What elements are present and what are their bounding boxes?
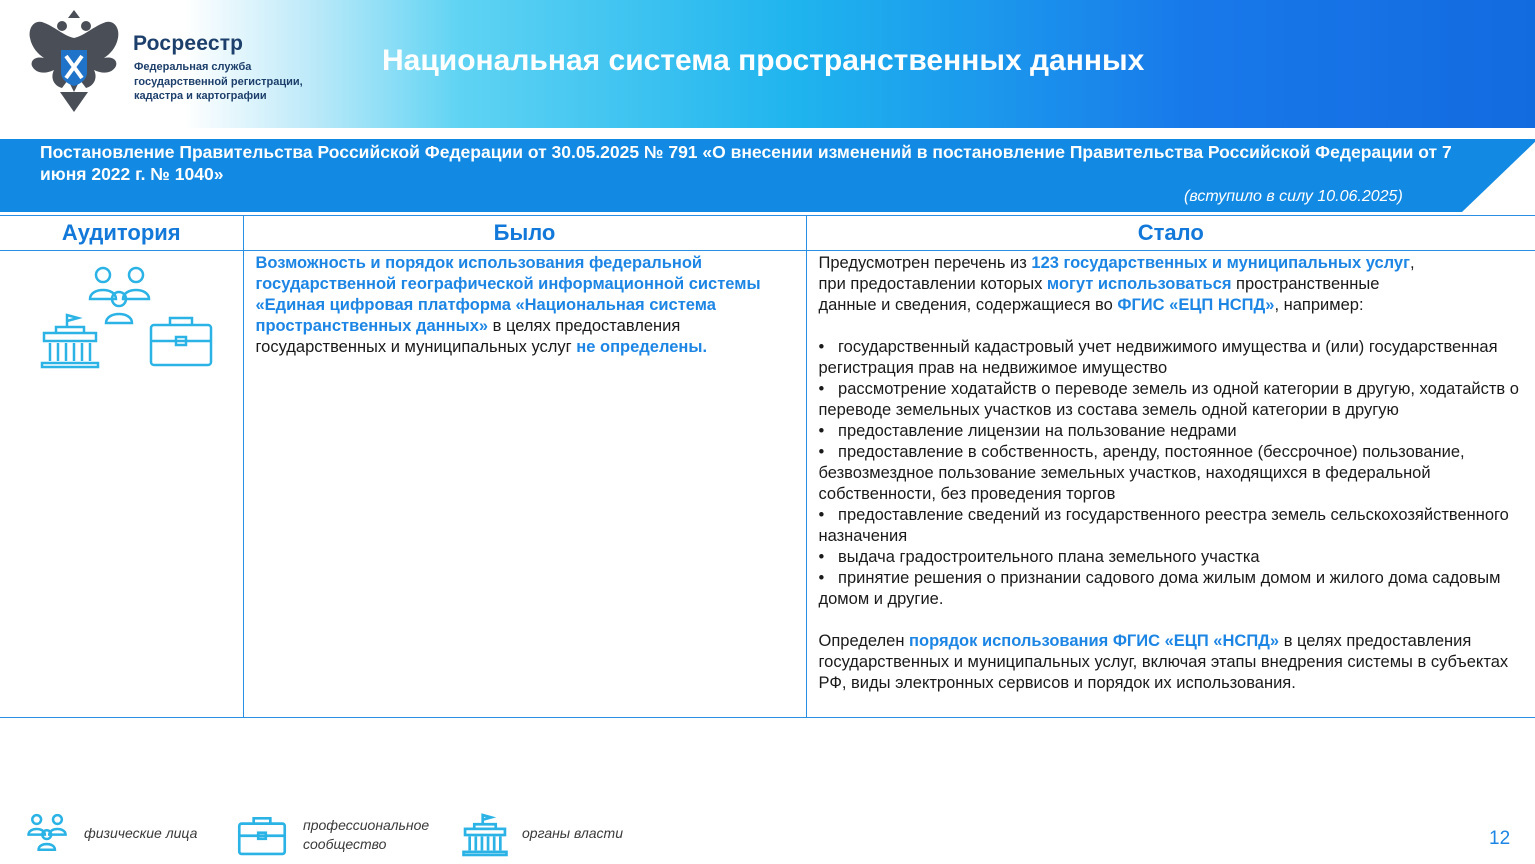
now-highlight-can-use: могут использоваться [1046, 275, 1232, 293]
brand-name: Росреестр [133, 32, 244, 55]
bullet-text: предоставление в собственность, аренду, постоянное (бессрочное) пользование, безвозмездное пользование земельных участков, находящихся в федеральной собственности, без проведения торгов [818, 443, 1465, 503]
now-text: в целях предоставления государственных и муниципальных услуг, включая этапы внедрения системы в субъектах РФ, виды электронных сервисов и порядок их использования. [818, 632, 1509, 692]
spacer [819, 316, 1528, 337]
bullet-text: государственный кадастровый учет недвижимого имущества и (или) государственная регистрация прав на недвижимое имущество [818, 338, 1498, 377]
bullet-text: принятие решения о признании садового дома жилым домом и жилого дома садовым домом и другие. [818, 569, 1501, 608]
now-cell [806, 251, 1535, 718]
now-text: , [1409, 254, 1415, 272]
legend-label-authorities: органы власти [522, 825, 623, 841]
page-title: Национальная система пространственных данных [382, 44, 1145, 77]
now-paragraph [819, 274, 1528, 295]
brand-subtitle [134, 60, 324, 104]
legend-individuals [26, 812, 226, 858]
audience-icons [0, 251, 243, 371]
was-cell [243, 251, 806, 718]
now-text: Предусмотрен перечень из [818, 254, 1032, 272]
bullet-text: выдача градостроительного плана земельного участка [838, 548, 1260, 566]
bullet-item: • государственный кадастровый учет недвижимого имущества и (или) государственная регистрация прав на недвижимое имущество [818, 338, 1498, 377]
bullet-item: • принятие решения о признании садового дома жилым домом и жилого дома садовым домом и другие. [818, 569, 1501, 608]
now-paragraph [819, 631, 1528, 694]
brand-subtitle-line: Федеральная служба [134, 61, 252, 73]
decree-title: Постановление Правительства Российской Федерации от 30.05.2025 № 791 «О внесении изменений в постановление Правительства Российской Федерации от 7 июня 2022 г. № 1040» [40, 142, 1452, 184]
bullet-item: • предоставление в собственность, аренду, постоянное (бессрочное) пользование, безвозмездное пользование земельных участков, находящихся в федеральной собственности, без проведения торгов [818, 443, 1465, 503]
was-highlight-system: Возможность и порядок использования федеральной государственной географической информационной системы «Единая цифровая платформа «Национальная система пространственных данных» [255, 254, 761, 335]
now-text: , например: [1274, 296, 1364, 314]
now-text: пространственные [1231, 275, 1380, 293]
brand-subtitle-line: кадастра и картографии [134, 90, 267, 102]
bullet-text: предоставление сведений из государственного реестра земель сельскохозяйственного назначения [818, 506, 1509, 545]
column-header-was: Было [243, 216, 806, 251]
audience-cell [0, 251, 243, 718]
now-paragraph [819, 253, 1528, 274]
comparison-table [0, 215, 1535, 718]
table-row [0, 251, 1535, 718]
legend-label-line: профессиональное [303, 817, 430, 833]
bullet-item: • выдача градостроительного плана земельного участка [818, 548, 1260, 566]
was-text: в целях предоставления государственных и муниципальных услуг [255, 317, 681, 356]
page-number: 12 [1489, 828, 1511, 849]
double-headed-eagle-emblem-icon [24, 8, 124, 118]
legend-label-line: сообщество [303, 836, 387, 852]
legend-authorities [462, 812, 642, 858]
now-text: данные и сведения, содержащиеся во [818, 296, 1118, 314]
spacer [819, 610, 1528, 631]
now-text: при предоставлении которых [818, 275, 1047, 293]
people-group-icon [26, 812, 70, 856]
bullet-item: • рассмотрение ходатайств о переводе земель из одной категории в другую, ходатайств о переводе земельных участков из состава земель одной категории в другую [818, 380, 1519, 419]
header-banner [0, 0, 1535, 128]
bullet-text: предоставление лицензии на пользование недрами [838, 422, 1237, 440]
brand-subtitle-line: государственной регистрации, [134, 75, 303, 88]
effective-date-note: (вступило в силу 10.06.2025) [1184, 188, 1403, 205]
now-highlight-order: порядок использования ФГИС «ЕЦП «НСПД» [909, 632, 1280, 650]
legend-label-individuals: физические лица [84, 825, 198, 841]
bullet-text: рассмотрение ходатайств о переводе земель из одной категории в другую, ходатайств о переводе земельных участков из состава земель одной категории в другую [818, 380, 1519, 419]
legend-professional [237, 812, 447, 858]
table-header-row [0, 216, 1535, 251]
column-header-now: Стало [806, 216, 1535, 251]
bullet-item: • предоставление сведений из государственного реестра земель сельскохозяйственного назначения [818, 506, 1509, 545]
briefcase-icon [148, 313, 214, 367]
bullet-item: • предоставление лицензии на пользование недрами [818, 422, 1237, 440]
column-header-audience: Аудитория [0, 216, 243, 251]
government-building-icon [462, 812, 508, 858]
now-text: Определен [818, 632, 910, 650]
now-highlight-fgis: ФГИС «ЕЦП НСПД» [1117, 296, 1275, 314]
now-paragraph [819, 295, 1528, 316]
now-highlight-services: 123 государственных и муниципальных услуг [1031, 254, 1410, 272]
government-building-icon [40, 313, 100, 369]
briefcase-icon [237, 814, 287, 856]
rosreestr-logo[interactable] [24, 8, 324, 118]
legend-label-professional [303, 816, 429, 854]
was-highlight-undefined: не определены. [576, 338, 708, 356]
